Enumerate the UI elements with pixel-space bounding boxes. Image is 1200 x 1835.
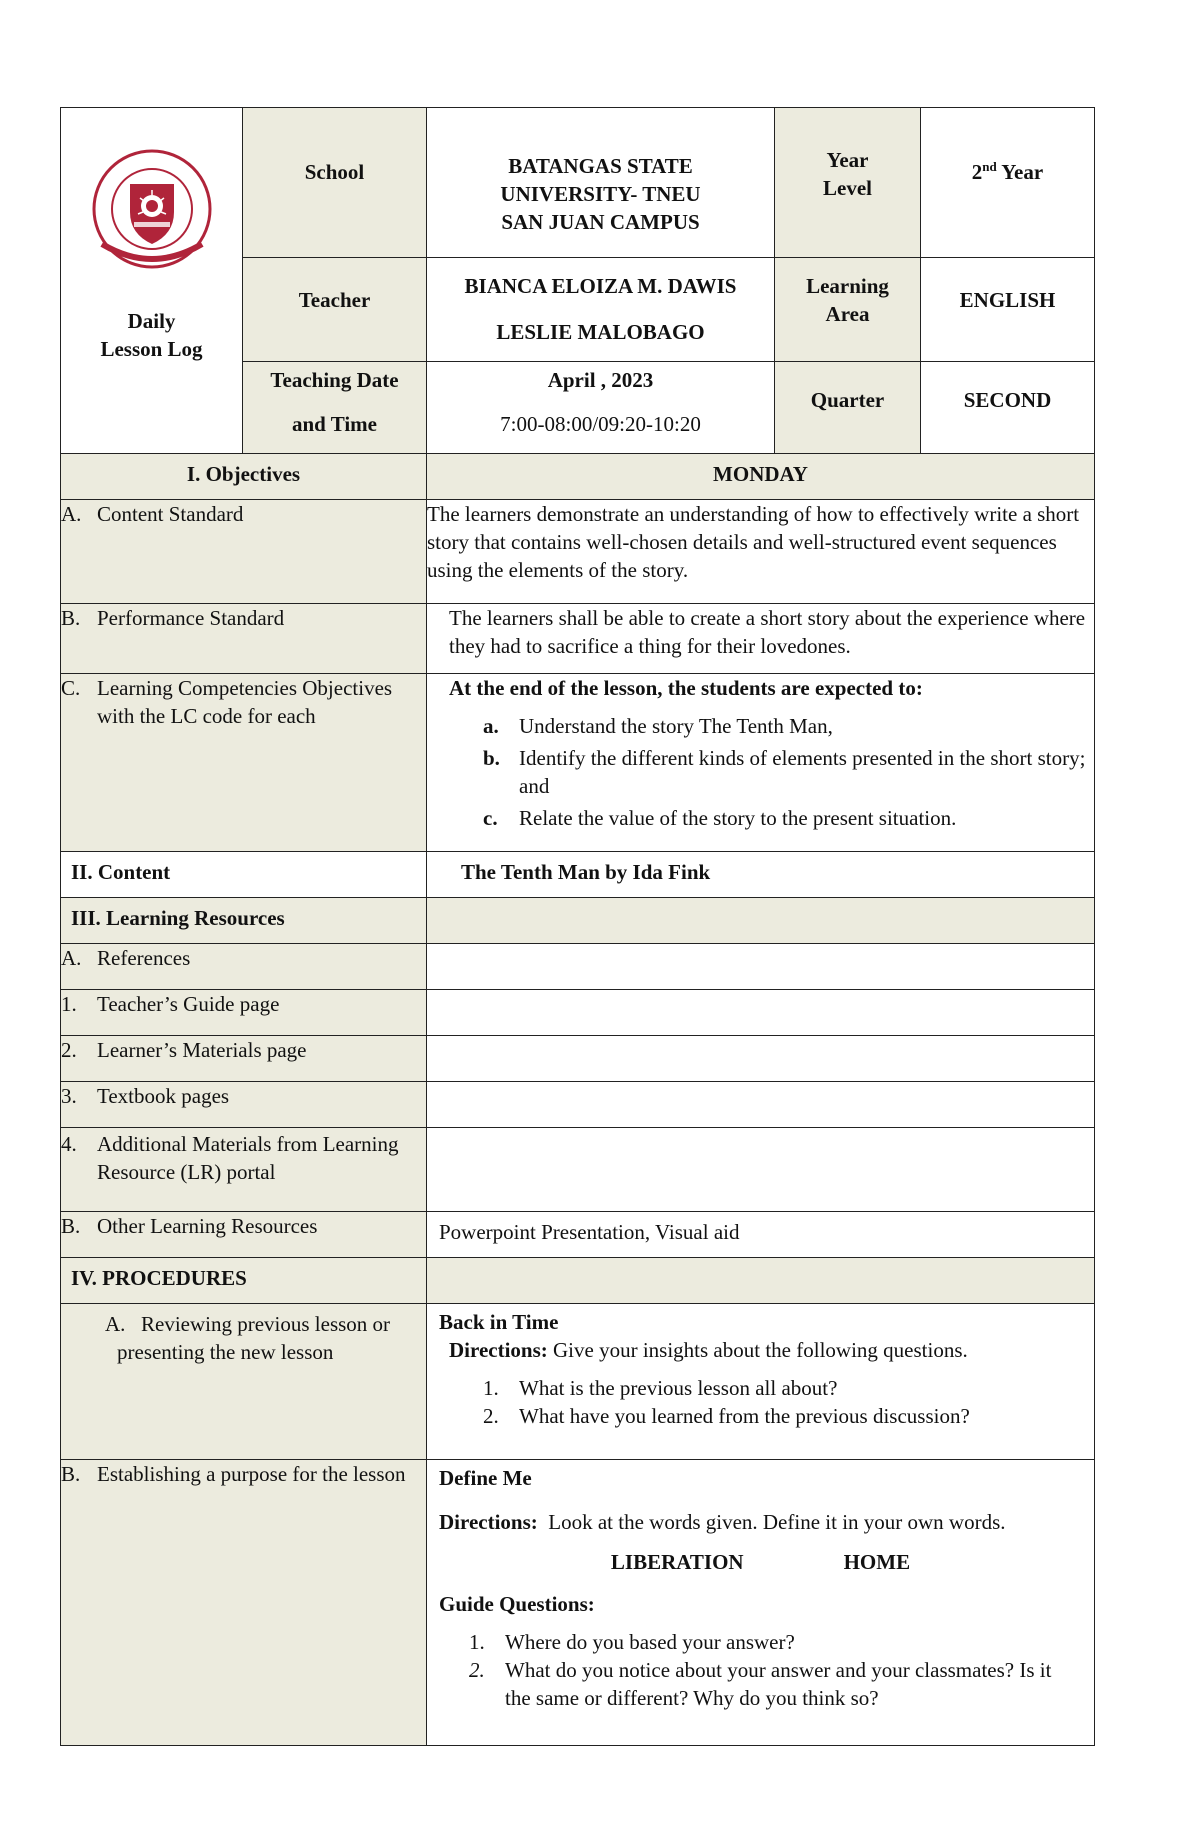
guide-q-marker-2: 2. [469,1658,485,1682]
year-label-cell [775,108,921,258]
textbook-pages-label-cell [61,1082,427,1128]
review-title: Back in Time [439,1310,559,1334]
school-line-1: BATANGAS STATE [508,154,693,178]
teacher-label: Teacher [298,288,371,312]
competency-text-a: Understand the story The Tenth Man, [519,714,833,738]
resources-heading-blank [427,898,1095,944]
references-value [427,944,1095,990]
content-standard-label: Content Standard [97,502,244,526]
competencies-list [449,712,1094,832]
teacher-name-1: BIANCA ELOIZA M. DAWIS [464,274,737,298]
resource-label-3: Textbook pages [97,1084,230,1108]
purpose-title: Define Me [439,1466,532,1490]
competency-text-b: Identify the different kinds of elements presented in the short story; and [519,746,1086,798]
purpose-label: Establishing a purpose for the lesson [97,1462,406,1486]
word-2: HOME [843,1550,911,1574]
define-words [439,1548,1082,1576]
competency-marker-c: c. [483,806,498,830]
resource-marker-4: 4. [61,1132,77,1156]
competency-text-c: Relate the value of the story to the present situation. [519,806,957,830]
performance-standard-label-cell [61,604,427,674]
review-label-cell [61,1304,427,1460]
teacher-value-cell [427,258,775,362]
area-label-2: Area [825,302,870,326]
references-marker: A. [61,946,82,970]
school-line-3: SAN JUAN CAMPUS [501,210,700,234]
content-value: The Tenth Man by Ida Fink [427,852,1095,898]
day-heading: MONDAY [427,454,1095,500]
objectives-heading: I. Objectives [61,454,427,500]
lesson-log-page [60,107,1094,1746]
other-resources-value: Powerpoint Presentation, Visual aid [427,1212,1095,1258]
date-label-2: and Time [291,412,377,436]
competencies-cell [427,674,1095,852]
time-value: 7:00-08:00/09:20-10:20 [500,412,701,436]
list-item [469,1628,1082,1656]
review-cell [427,1304,1095,1460]
purpose-cell [427,1460,1095,1746]
area-value-cell [921,258,1095,362]
other-resources-marker: B. [61,1214,81,1238]
additional-materials-value [427,1128,1095,1212]
resource-marker-3: 3. [61,1084,77,1108]
guide-questions-label: Guide Questions: [439,1592,595,1616]
review-q-text-2: What have you learned from the previous discussion? [519,1404,970,1428]
area-label-1: Learning [806,274,889,298]
area-value: ENGLISH [959,288,1056,312]
competency-marker-a: a. [483,714,499,738]
review-marker: A. [105,1312,126,1336]
guide-q-text-2: What do you notice about your answer and your classmates? Is it the same or different? Why do you think so? [505,1658,1052,1710]
school-label: School [304,160,365,184]
purpose-directions-label: Directions: [439,1510,538,1534]
review-q-marker-1: 1. [483,1376,499,1400]
learners-materials-value [427,1036,1095,1082]
date-label-cell [243,362,427,454]
list-item [483,1402,1082,1430]
review-label: Reviewing previous lesson or presenting the new lesson [117,1312,391,1364]
year-value-rest: Year [996,160,1044,184]
quarter-value: SECOND [963,388,1052,412]
teacher-name-2: LESLIE MALOBAGO [496,320,705,344]
resource-label-2: Learner’s Materials page [97,1038,307,1062]
purpose-marker: B. [61,1462,81,1486]
performance-standard-text: The learners shall be able to create a short story about the experience where they had to sacrifice a thing for their lovedones. [427,604,1095,674]
competencies-label-cell [61,674,427,852]
date-value-cell [427,362,775,454]
resource-label-1: Teacher’s Guide page [97,992,280,1016]
date-value: April , 2023 [547,368,654,392]
additional-materials-label-cell [61,1128,427,1212]
word-1: LIBERATION [610,1550,744,1574]
teachers-guide-value [427,990,1095,1036]
guide-q-marker-1: 1. [469,1630,485,1654]
guide-q-text-1: Where do you based your answer? [505,1630,795,1654]
list-item [469,1656,1082,1712]
content-heading: II. Content [61,852,427,898]
title-line-2: Lesson Log [100,337,203,361]
performance-standard-marker: B. [61,606,81,630]
school-line-2: UNIVERSITY- TNEU [500,182,701,206]
list-item [483,744,1094,800]
resource-marker-1: 1. [61,992,77,1016]
textbook-pages-value [427,1082,1095,1128]
year-label-2: Level [823,176,872,200]
guide-questions [439,1628,1082,1712]
quarter-label-cell [775,362,921,454]
resource-label-4: Additional Materials from Learning Resource (LR) portal [97,1132,399,1184]
performance-standard-label: Performance Standard [97,606,285,630]
other-resources-label: Other Learning Resources [97,1214,318,1238]
content-standard-text: The learners demonstrate an understanding of how to effectively write a short story that contains well-chosen details and well-structured event sequences using the elements of the story. [427,500,1095,604]
school-label-cell [243,108,427,258]
quarter-value-cell [921,362,1095,454]
competency-marker-b: b. [483,746,500,770]
resource-marker-2: 2. [61,1038,77,1062]
review-q-marker-2: 2. [483,1404,499,1428]
procedures-heading-blank [427,1258,1095,1304]
year-value-cell [921,108,1095,258]
learners-materials-label-cell [61,1036,427,1082]
year-value-sup: nd [982,159,997,174]
content-standard-marker: A. [61,502,82,526]
competencies-marker: C. [61,676,81,700]
competencies-label: Learning Competencies Objectives with the LC code for each [97,676,393,728]
purpose-label-cell [61,1460,427,1746]
other-resources-label-cell [61,1212,427,1258]
list-item [483,1374,1082,1402]
university-seal [82,148,222,270]
procedures-heading: IV. PROCEDURES [61,1258,427,1304]
purpose-directions-text: Look at the words given. Define it in your own words. [537,1510,1006,1534]
quarter-label: Quarter [810,388,885,412]
area-label-cell [775,258,921,362]
competencies-intro: At the end of the lesson, the students are expected to: [449,676,923,700]
references-label-cell [61,944,427,990]
logo-title-cell [61,108,243,454]
review-q-text-1: What is the previous lesson all about? [519,1376,838,1400]
review-directions-label: Directions: [449,1338,548,1362]
list-item [483,804,1094,832]
teachers-guide-label-cell [61,990,427,1036]
teacher-label-cell [243,258,427,362]
daily-lesson-log-table [60,107,1095,1746]
title-line-1: Daily [127,309,176,333]
purpose-directions [439,1508,1082,1536]
content-standard-label-cell [61,500,427,604]
review-questions [439,1374,1082,1430]
list-item [483,712,1094,740]
resources-heading: III. Learning Resources [61,898,427,944]
date-label-1: Teaching Date [270,368,399,392]
review-directions-text: Give your insights about the following questions. [547,1338,968,1362]
review-directions [439,1336,1082,1364]
year-label-1: Year [826,148,869,172]
year-value-num: 2 [971,160,983,184]
school-value-cell [427,108,775,258]
references-label: References [97,946,191,970]
